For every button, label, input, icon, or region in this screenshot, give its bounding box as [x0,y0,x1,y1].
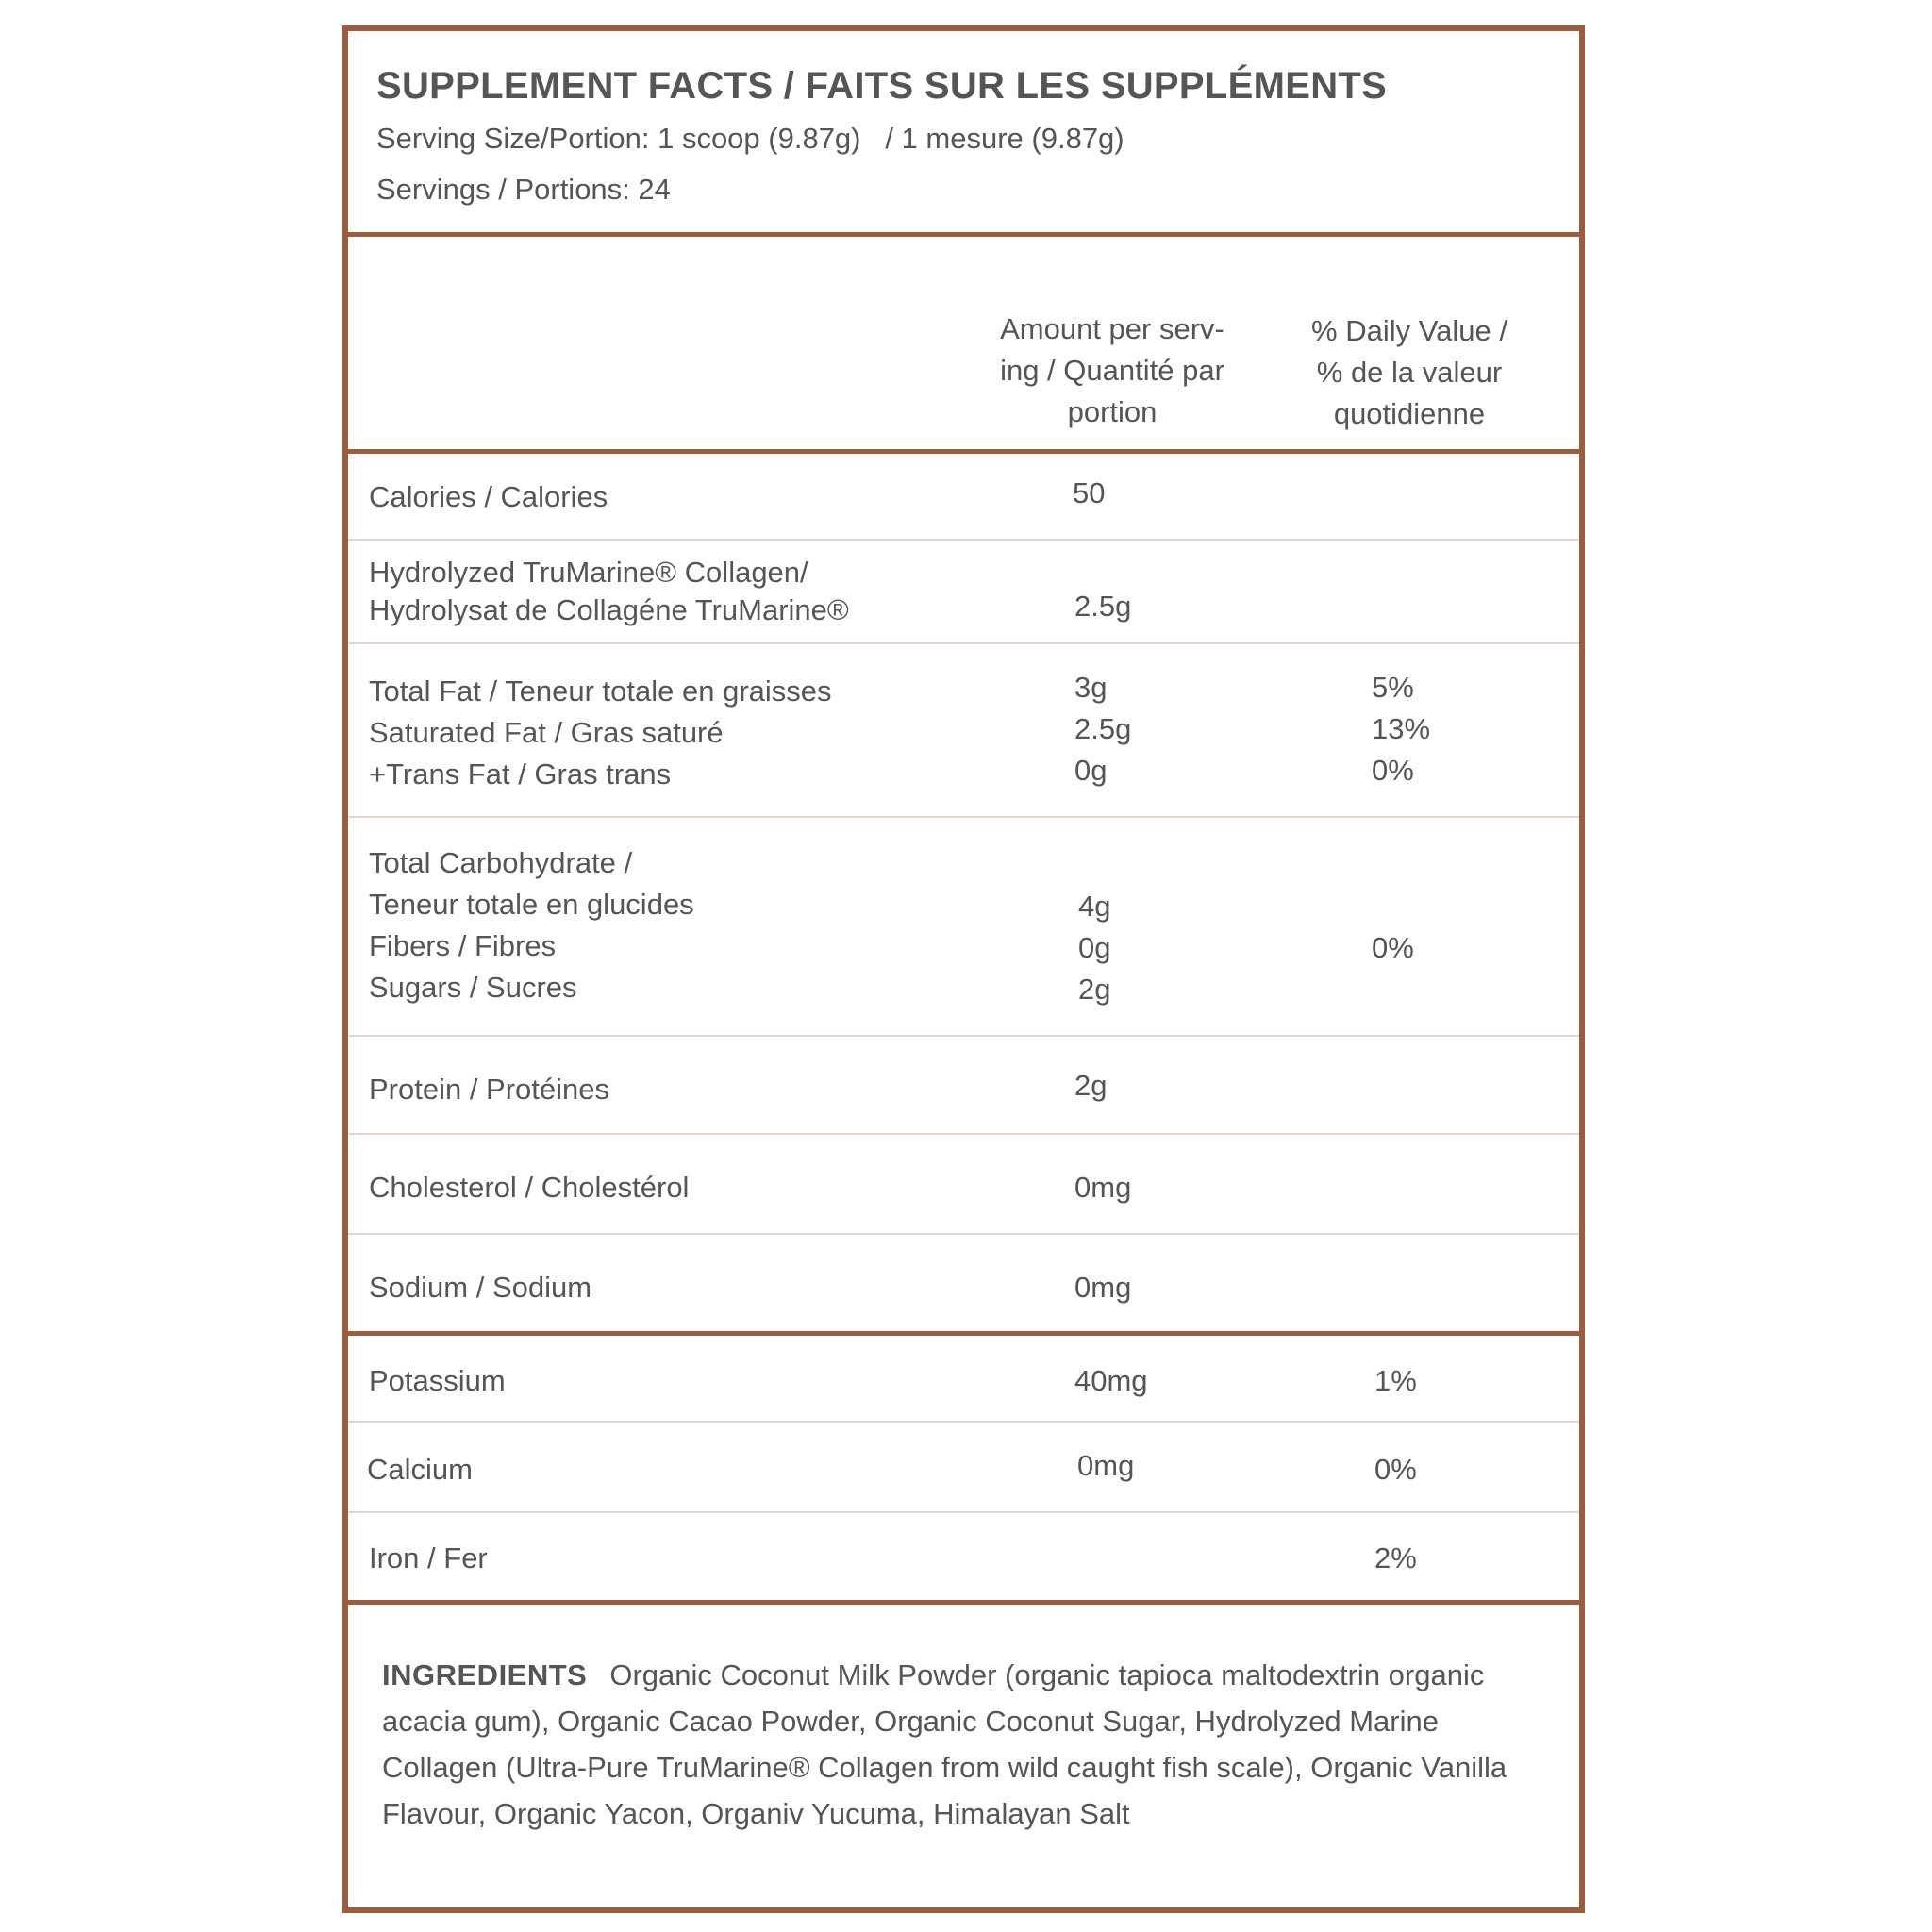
nutrient-row [348,644,1579,818]
amount-column-header: Amount per serv- ing / Quantité par portion [1000,312,1224,428]
ingredients-section [348,1600,1579,1913]
nutrient-name: Hydrolyzed TruMarine® Collagen/ Hydrolysat de Collagéne TruMarine® [369,556,849,626]
ingredients-paragraph [382,1652,1552,1837]
nutrient-name: Calories / Calories [369,480,608,513]
nutrient-daily-value: 1% [1374,1364,1417,1397]
nutrient-row [348,818,1579,1037]
nutrient-row [348,541,1579,644]
nutrient-row [348,1135,1579,1235]
nutrient-name: Total Fat / Teneur totale en graisses Saturated Fat / Gras saturé +Trans Fat / Gras trans [369,675,832,791]
nutrient-row [348,1513,1579,1600]
nutrient-amount: 2g [1074,1069,1108,1102]
nutrient-daily-value: 2% [1374,1541,1417,1574]
nutrient-daily-value: 5% 13% 0% [1372,671,1431,787]
nutrient-amount: 3g 2.5g 0g [1074,671,1132,787]
facts-title: SUPPLEMENT FACTS / FAITS SUR LES SUPPLÉMENTS [376,65,1388,107]
nutrient-amount: 2.5g [1074,590,1132,623]
facts-header [348,31,1579,237]
nutrient-amount: 40mg [1074,1364,1148,1397]
servings-count: Servings / Portions: 24 [376,173,671,206]
nutrient-amount: 0mg [1074,1271,1132,1304]
nutrient-name: Calcium [367,1453,473,1486]
nutrient-amount: 4g 0g 2g [1078,890,1111,1006]
nutrient-name: Sodium / Sodium [369,1271,592,1304]
nutrient-row [348,1037,1579,1135]
nutrient-name: Iron / Fer [369,1541,488,1574]
nutrient-daily-value: 0% [1374,1453,1417,1486]
nutrient-row [348,1235,1579,1336]
ingredients-list: Organic Coconut Milk Powder (organic tapioca maltodextrin organic acacia gum), Organic Cacao Powder, Organic Coconut Sugar, Hydrolyzed Marine Collagen (Ultra-Pure TruMarine® Collagen from wild caught fish scale), Organic Vanilla Flavour, Organic Yacon, Organiv Yucuma, Himalayan Salt [382,1658,1507,1830]
nutrient-name: Total Carbohydrate / Teneur totale en glucides Fibers / Fibres Sugars / Sucres [369,846,694,1004]
nutrient-amount: 0mg [1074,1171,1132,1204]
nutrient-amount: 0mg [1077,1449,1135,1482]
nutrient-name: Protein / Protéines [369,1073,610,1106]
nutrient-row [348,1336,1579,1423]
ingredients-label: INGREDIENTS [382,1658,588,1691]
nutrient-name: Cholesterol / Cholestérol [369,1171,690,1204]
nutrient-amount: 50 [1073,476,1106,509]
daily-value-column-header: % Daily Value / % de la valeur quotidienne [1311,314,1507,430]
column-headers [348,237,1579,454]
nutrient-daily-value: 0% [1372,931,1414,964]
nutrient-row [348,1423,1579,1513]
supplement-facts-panel [342,25,1585,1913]
nutrient-row [348,454,1579,541]
serving-size: Serving Size/Portion: 1 scoop (9.87g) / 1 mesure (9.87g) [376,122,1124,155]
nutrient-name: Potassium [369,1364,506,1397]
